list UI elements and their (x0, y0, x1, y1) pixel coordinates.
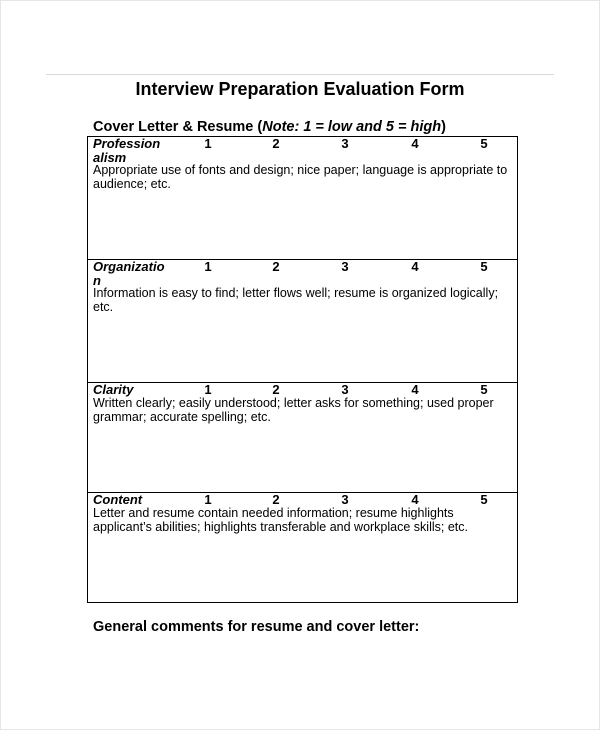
rating-1[interactable]: 1 (204, 492, 212, 507)
rating-5[interactable]: 5 (480, 136, 488, 151)
rating-2[interactable]: 2 (272, 382, 280, 397)
criteria-row-professionalism (88, 137, 517, 260)
rating-4[interactable]: 4 (411, 259, 419, 274)
rating-3[interactable]: 3 (341, 136, 349, 151)
rating-1[interactable]: 1 (204, 382, 212, 397)
rating-4[interactable]: 4 (411, 136, 419, 151)
form-title: Interview Preparation Evaluation Form (135, 79, 465, 99)
criteria-description: Appropriate use of fonts and design; nice paper; language is appropriate to audience; etc. (93, 163, 508, 191)
criteria-row-clarity (88, 383, 517, 493)
criteria-table (87, 136, 518, 603)
rating-2[interactable]: 2 (272, 259, 280, 274)
section-label: Cover Letter & Resume (93, 119, 254, 135)
criteria-row-content (88, 493, 517, 602)
rating-1[interactable]: 1 (204, 259, 212, 274)
rating-5[interactable]: 5 (480, 259, 488, 274)
rating-4[interactable]: 4 (411, 382, 419, 397)
criteria-name: Content (93, 492, 143, 507)
rating-2[interactable]: 2 (272, 492, 280, 507)
rating-3[interactable]: 3 (341, 259, 349, 274)
rating-2[interactable]: 2 (272, 136, 280, 151)
section-heading (93, 118, 446, 136)
section-close-paren: ) (441, 119, 446, 135)
rating-5[interactable]: 5 (480, 492, 488, 507)
criteria-description: Information is easy to find; letter flows well; resume is organized logically; etc. (93, 286, 499, 314)
rating-4[interactable]: 4 (411, 492, 419, 507)
criteria-name: Organization (93, 259, 165, 288)
criteria-description: Written clearly; easily understood; letter asks for something; used proper grammar; accurate spelling; etc. (93, 396, 494, 424)
rating-3[interactable]: 3 (341, 382, 349, 397)
rating-5[interactable]: 5 (480, 382, 488, 397)
criteria-name: Professionalism (93, 136, 161, 165)
rating-3[interactable]: 3 (341, 492, 349, 507)
header-rule (46, 74, 554, 75)
criteria-description: Letter and resume contain needed information; resume highlights applicant’s abilities; highlights transferable and workplace skills; etc. (93, 506, 468, 534)
criteria-row-organization (88, 260, 517, 383)
criteria-name: Clarity (93, 382, 134, 397)
rating-scale-note: Note: 1 = low and 5 = high (262, 119, 442, 135)
rating-1[interactable]: 1 (204, 136, 212, 151)
section-open-paren: ( (257, 119, 263, 135)
general-comments-heading: General comments for resume and cover letter: (93, 619, 420, 635)
